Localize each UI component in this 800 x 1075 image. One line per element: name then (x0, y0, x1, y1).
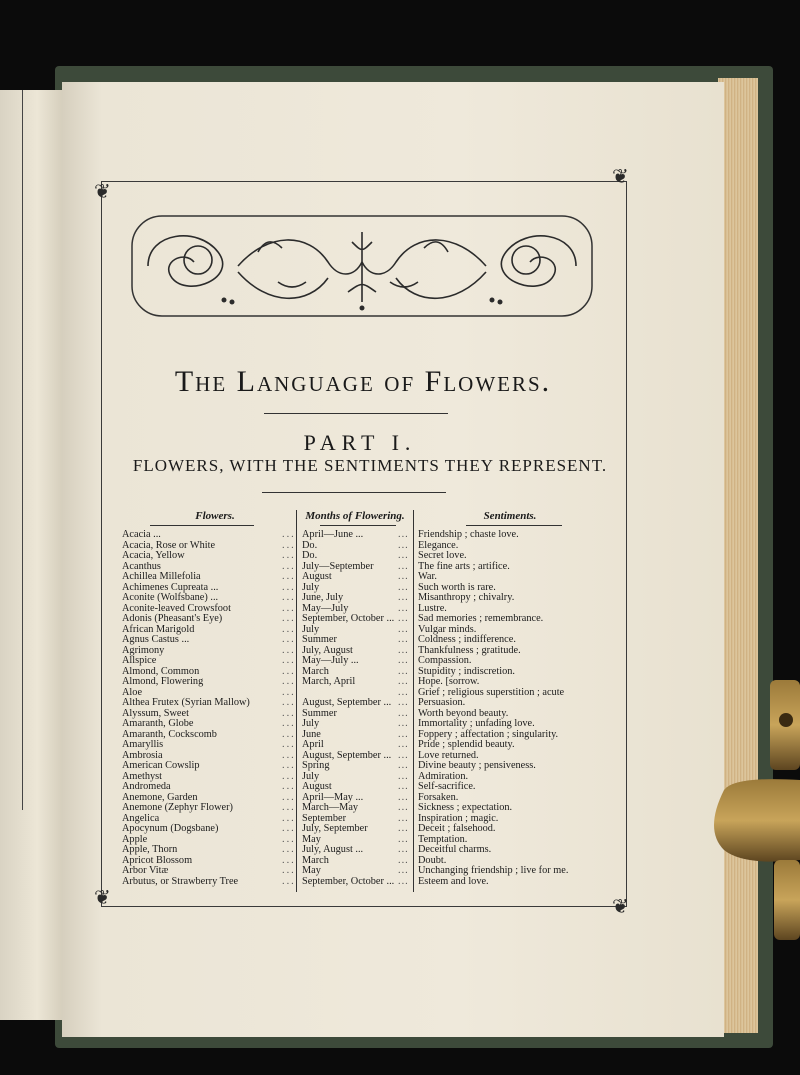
leader-dots: ... (282, 529, 296, 540)
sentiment: Divine beauty ; pensiveness. (418, 760, 536, 771)
leader-dots: ... (398, 823, 409, 834)
flowering-month: August (302, 781, 332, 792)
table-row (122, 625, 602, 636)
flower-name: Allspice (122, 655, 157, 666)
flowering-month: July, September (302, 823, 368, 834)
corner-ornament-icon: ❦ (94, 181, 111, 203)
sentiment: Love returned. (418, 749, 479, 761)
flowering-month: August, September ... (302, 697, 392, 708)
leader-dots: ... (282, 781, 296, 792)
leader-dots: ... (282, 571, 296, 582)
leader-dots: ... (282, 560, 296, 572)
left-page (0, 90, 62, 1020)
leader-dots: ... (398, 718, 409, 729)
table-row (122, 719, 602, 730)
leader-dots: ... (282, 749, 296, 761)
sentiment: Forsaken. (418, 791, 459, 803)
table-row (122, 635, 602, 646)
leader-dots: ... (398, 539, 409, 551)
table-row (122, 740, 602, 751)
flowering-month: March (302, 665, 329, 677)
leader-dots: ... (398, 697, 409, 708)
leader-dots: ... (398, 623, 409, 635)
flowering-month: April—May ... (302, 791, 364, 803)
sentiment: The fine arts ; artifice. (418, 560, 510, 572)
sentiment: Worth beyond beauty. (418, 707, 509, 719)
leader-dots: ... (282, 592, 296, 603)
flower-name: Althea Frutex (Syrian Mallow) (122, 697, 250, 708)
leader-dots: ... (398, 802, 409, 813)
flowering-month: September, October ... (302, 613, 395, 624)
flower-name: Apple, Thorn (122, 844, 178, 855)
leader-dots: ... (282, 676, 296, 687)
table-row (122, 656, 602, 667)
sentiment: Deceitful charms. (418, 844, 492, 855)
sentiment: Vulgar minds. (418, 623, 477, 635)
table-row (122, 877, 602, 888)
leader-dots: ... (282, 844, 296, 855)
table-row (122, 551, 602, 562)
sentiment: Stupidity ; indiscretion. (418, 665, 515, 677)
table-row (122, 782, 602, 793)
flower-name: Almond, Flowering (122, 676, 204, 687)
flower-name: Acacia, Yellow (122, 550, 185, 561)
leader-dots: ... (282, 550, 296, 561)
leader-dots: ... (282, 623, 296, 635)
sentiment: Admiration. (418, 770, 469, 782)
sentiment: Coldness ; indifference. (418, 634, 516, 645)
sentiment: Elegance. (418, 539, 459, 551)
leader-dots: ... (282, 791, 296, 803)
sentiment: Temptation. (418, 833, 468, 845)
flower-name: Ambrosia (122, 749, 163, 761)
flower-name: Adonis (Pheasant's Eye) (122, 613, 223, 624)
leader-dots: ... (398, 560, 409, 572)
corner-ornament-icon: ❦ (94, 887, 111, 909)
leader-dots: ... (282, 655, 296, 666)
sentiment: Grief ; religious superstition ; acute (418, 686, 565, 698)
flowering-month: Do. (302, 539, 318, 551)
leader-dots: ... (398, 770, 409, 782)
leader-dots: ... (282, 823, 296, 834)
book-clasp-icon (704, 680, 800, 940)
leader-dots: ... (398, 634, 409, 645)
leader-dots: ... (398, 749, 409, 761)
sentiment: Sad memories ; remembrance. (418, 613, 544, 624)
table-row (122, 530, 602, 541)
leader-dots: ... (398, 602, 409, 614)
sentiment: Persuasion. (418, 697, 466, 708)
flower-name: Aconite-leaved Crowsfoot (122, 602, 231, 614)
table-row (122, 698, 602, 709)
leader-dots: ... (282, 634, 296, 645)
flowering-month: July—September (302, 560, 374, 572)
leader-dots: ... (398, 581, 409, 593)
flowering-month: July (302, 718, 320, 729)
sentiment: Thankfulness ; gratitude. (418, 644, 521, 656)
sentiment: War. (418, 571, 437, 582)
flower-name: Aloe (122, 686, 143, 698)
sentiment: Pride ; splendid beauty. (418, 739, 515, 750)
leader-dots: ... (282, 854, 296, 866)
flower-name: African Marigold (122, 623, 195, 635)
flowering-month: Summer (302, 707, 337, 719)
flower-name: Amethyst (122, 770, 163, 782)
flower-name: Amaryllis (122, 739, 164, 750)
flower-name: Apple (122, 833, 148, 845)
flowering-month: March—May (302, 802, 359, 813)
flower-name: Achimenes Cupreata ... (122, 581, 219, 593)
flower-name: Acanthus (122, 560, 161, 572)
leader-dots: ... (282, 739, 296, 750)
leader-dots: ... (282, 728, 296, 740)
flower-name: Anemone (Zephyr Flower) (122, 802, 233, 813)
flowering-month: Spring (302, 760, 330, 771)
leader-dots: ... (282, 686, 296, 698)
flowering-month: March (302, 854, 329, 866)
leader-dots: ... (398, 739, 409, 750)
leader-dots: ... (282, 602, 296, 614)
leader-dots: ... (282, 644, 296, 656)
table-row (122, 845, 602, 856)
leader-dots: ... (398, 676, 409, 687)
page-title: The Language of Flowers. (174, 365, 552, 398)
leader-dots: ... (282, 865, 296, 876)
sentiment: Friendship ; chaste love. (418, 529, 519, 540)
column-header-months: Months of Flowering. (305, 510, 405, 522)
flower-name: Acacia, Rose or White (122, 539, 216, 551)
flowering-month: March, April (302, 676, 356, 687)
flowering-month: September (302, 812, 347, 824)
leader-dots: ... (282, 707, 296, 719)
flowering-month: May (302, 865, 321, 876)
flowering-month: May—July (302, 602, 349, 614)
flower-name: Apocynum (Dogsbane) (122, 823, 219, 834)
leader-dots: ... (398, 644, 409, 656)
leader-dots: ... (398, 665, 409, 677)
flower-name: Aconite (Wolfsbane) ... (122, 592, 219, 603)
flower-name: Arbutus, or Strawberry Tree (122, 875, 239, 887)
table-row (122, 772, 602, 783)
flower-name: Agrimony (122, 644, 165, 656)
flower-table (122, 530, 602, 887)
corner-ornament-icon: ❦ (612, 896, 629, 918)
sentiment: Lustre. (418, 602, 447, 614)
sentiment: Hope. [sorrow. (418, 676, 480, 687)
flowering-month: June (302, 728, 321, 740)
leader-dots: ... (398, 781, 409, 792)
column-header-sentiments: Sentiments. (483, 510, 537, 522)
table-row (122, 541, 602, 552)
table-row (122, 572, 602, 583)
leader-dots: ... (398, 833, 409, 845)
flowering-month: April—June ... (302, 529, 364, 540)
column-header-rule (320, 525, 396, 526)
leader-dots: ... (282, 770, 296, 782)
leader-dots: ... (282, 581, 296, 593)
leader-dots: ... (282, 875, 296, 887)
leader-dots: ... (282, 760, 296, 771)
flowering-month: May—July ... (302, 655, 359, 666)
corner-ornament-icon: ❦ (612, 166, 629, 188)
leader-dots: ... (282, 802, 296, 813)
sentiment: Misanthropy ; chivalry. (418, 592, 515, 603)
flowering-month: September, October ... (302, 875, 395, 887)
flower-name: Amaranth, Globe (122, 718, 194, 729)
flowering-month: August (302, 571, 332, 582)
column-header-rule (150, 525, 254, 526)
leader-dots: ... (282, 665, 296, 677)
flower-name: Apricot Blossom (122, 854, 193, 866)
leader-dots: ... (398, 760, 409, 771)
leader-dots: ... (398, 854, 409, 866)
leader-dots: ... (398, 613, 409, 624)
sentiment: Doubt. (418, 854, 447, 866)
flower-name: Anemone, Garden (122, 791, 198, 803)
leader-dots: ... (398, 571, 409, 582)
flower-name: Arbor Vitæ (122, 865, 169, 876)
sentiment: Foppery ; affectation ; singularity. (418, 728, 559, 740)
leader-dots: ... (398, 655, 409, 666)
subtitle-divider (262, 492, 446, 493)
flower-name: Alyssum, Sweet (122, 707, 189, 719)
table-row (122, 761, 602, 772)
table-row (122, 677, 602, 688)
left-page-rule (22, 90, 23, 810)
flowering-month: Do. (302, 550, 318, 561)
leader-dots: ... (398, 865, 409, 876)
flowering-month: Summer (302, 634, 337, 645)
table-row (122, 614, 602, 625)
table-row (122, 593, 602, 604)
leader-dots: ... (282, 539, 296, 551)
flower-name: Angelica (122, 812, 160, 824)
sentiment: Inspiration ; magic. (418, 812, 499, 824)
leader-dots: ... (282, 613, 296, 624)
flowering-month: July, August (302, 644, 353, 656)
flower-name: Acacia ... (122, 529, 161, 540)
flowering-month: July (302, 770, 320, 782)
table-row (122, 730, 602, 741)
sentiment: Unchanging friendship ; live for me. (418, 865, 569, 876)
leader-dots: ... (398, 728, 409, 740)
sentiment: Such worth is rare. (418, 581, 496, 593)
table-row (122, 646, 602, 657)
flower-name: Amaranth, Cockscomb (122, 728, 217, 740)
title-divider (264, 413, 448, 414)
leader-dots: ... (282, 718, 296, 729)
sentiment: Compassion. (418, 655, 472, 666)
leader-dots: ... (282, 697, 296, 708)
leader-dots: ... (398, 550, 409, 561)
leader-dots: ... (282, 812, 296, 824)
flower-name: Almond, Common (122, 665, 200, 677)
section-subtitle: FLOWERS, WITH THE SENTIMENTS THEY REPRESENT. (132, 456, 608, 475)
flowering-month: June, July (302, 592, 344, 603)
flowering-month: April (302, 739, 324, 750)
sentiment: Sickness ; expectation. (418, 802, 513, 813)
leader-dots: ... (398, 529, 409, 540)
flowering-month: May (302, 833, 321, 845)
flower-name: Agnus Castus ... (122, 634, 190, 645)
leader-dots: ... (282, 833, 296, 845)
flowering-month: August, September ... (302, 749, 392, 761)
column-header-flowers: Flowers. (195, 510, 235, 522)
leader-dots: ... (398, 875, 409, 887)
leader-dots: ... (398, 592, 409, 603)
sentiment: Esteem and love. (418, 875, 489, 887)
table-row (122, 824, 602, 835)
flower-name: Achillea Millefolia (122, 571, 201, 582)
headpiece-ornament-icon (128, 212, 596, 320)
leader-dots: ... (398, 812, 409, 824)
sentiment: Secret love. (418, 550, 467, 561)
part-heading: PART I. (303, 430, 417, 455)
flower-name: American Cowslip (122, 760, 200, 771)
column-header-rule (466, 525, 562, 526)
table-row (122, 866, 602, 877)
leader-dots: ... (398, 844, 409, 855)
flowering-month: July (302, 581, 320, 593)
table-row (122, 803, 602, 814)
flowering-month: July, August ... (302, 844, 364, 855)
sentiment: Self-sacrifice. (418, 781, 476, 792)
sentiment: Deceit ; falsehood. (418, 823, 496, 834)
leader-dots: ... (398, 686, 409, 698)
sentiment: Immortality ; unfading love. (418, 718, 535, 729)
flower-name: Andromeda (122, 781, 171, 792)
leader-dots: ... (398, 791, 409, 803)
flowering-month: July (302, 623, 320, 635)
leader-dots: ... (398, 707, 409, 719)
